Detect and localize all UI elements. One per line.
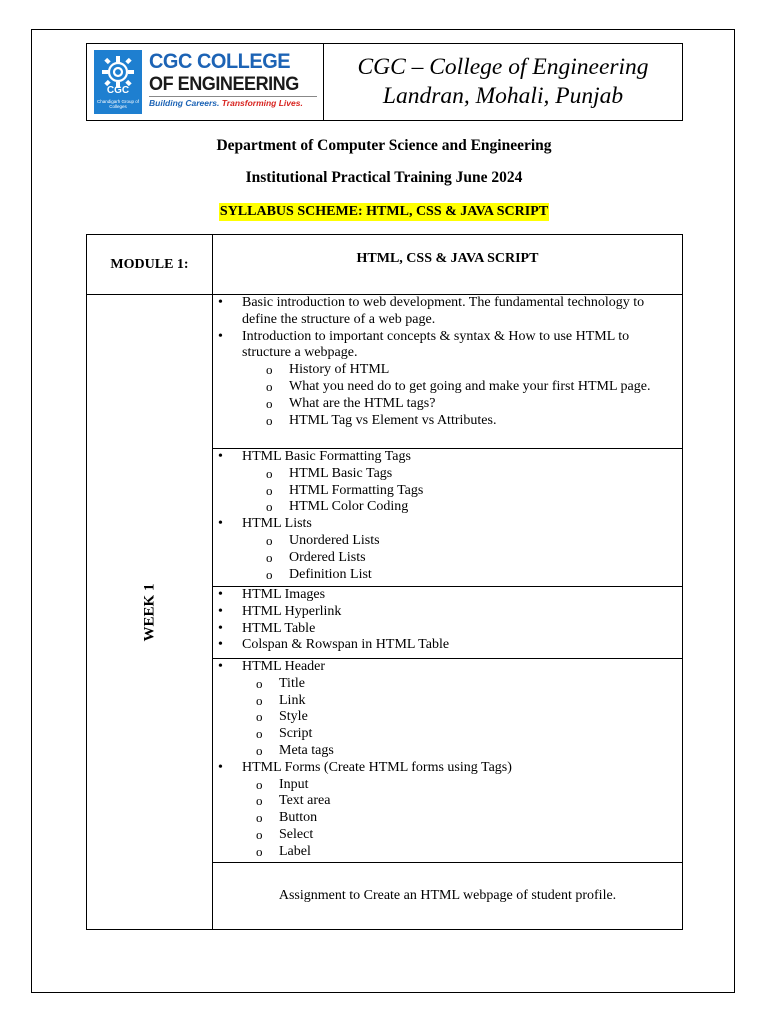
sub-list-item: o What are the HTML tags?	[242, 396, 674, 413]
college-title	[324, 44, 682, 120]
sub-list-item: o Button	[242, 810, 674, 827]
topics-row-1	[87, 295, 683, 449]
sub-list-item: o HTML Color Coding	[242, 499, 674, 516]
module-label: MODULE 1:	[87, 235, 213, 295]
sub-list-item: o HTML Tag vs Element vs Attributes.	[242, 413, 674, 430]
list-item-text: HTML Lists	[242, 516, 312, 532]
list-item-text: HTML Header	[242, 659, 326, 674]
module-header-row	[87, 235, 683, 295]
topics-block-1	[213, 295, 683, 449]
list-item-text: Introduction to important concepts & syntax & How to use HTML to structure a webpage.	[242, 328, 630, 361]
list-item-text: HTML Forms (Create HTML forms using Tags)	[242, 759, 512, 775]
logo-emblem	[94, 50, 142, 114]
list-item	[213, 659, 674, 760]
topics-block-2	[213, 449, 683, 587]
department-heading: Department of Computer Science and Engineering	[216, 137, 552, 154]
syllabus-table	[86, 234, 683, 930]
module-title: HTML, CSS & JAVA SCRIPT	[213, 235, 683, 295]
list-item: • Colspan & Rowspan in HTML Table	[213, 637, 674, 654]
week-cell	[87, 295, 213, 930]
sub-list-item: o Definition List	[242, 567, 674, 584]
college-title-line1: CGC – College of Engineering	[357, 54, 649, 80]
sub-list-item: o History of HTML	[242, 362, 674, 379]
sub-list-item: o HTML Basic Tags	[242, 466, 674, 483]
list-item-text: HTML Basic Formatting Tags	[242, 449, 411, 464]
scheme-heading-wrap	[0, 202, 768, 221]
college-logo	[87, 44, 324, 120]
training-heading: Institutional Practical Training June 2024	[245, 169, 523, 186]
list-item: • HTML Hyperlink	[213, 604, 674, 621]
sub-list-item: o Style	[242, 709, 674, 726]
document-header	[86, 43, 683, 121]
sub-list-item: o Ordered Lists	[242, 550, 674, 567]
logo-emblem-text: CGC	[106, 85, 130, 96]
sub-list-item: o HTML Formatting Tags	[242, 483, 674, 500]
sub-list-item: o What you need do to get going and make your first HTML page.	[242, 379, 674, 396]
logo-name-line1: CGC COLLEGE	[149, 50, 291, 73]
sub-list-item: o Link	[242, 693, 674, 710]
logo-name-line2: OF ENGINEERING	[149, 74, 299, 95]
sub-list-item: o Label	[242, 844, 674, 861]
list-item	[213, 760, 674, 861]
sub-list-item: o Input	[242, 777, 674, 794]
list-item: • HTML Images	[213, 587, 674, 604]
logo-tagline	[149, 98, 303, 108]
sub-list-item: o Text area	[242, 793, 674, 810]
topics-block-3	[213, 587, 683, 659]
gear-icon	[101, 55, 135, 89]
sub-list-item: o Select	[242, 827, 674, 844]
list-item: • HTML Table	[213, 621, 674, 638]
assignment-text: Assignment to Create an HTML webpage of student profile.	[213, 863, 683, 930]
logo-tagline-part2: Transforming Lives.	[221, 98, 303, 108]
sub-list-item: o Unordered Lists	[242, 533, 674, 550]
topics-block-4	[213, 659, 683, 863]
scheme-heading: SYLLABUS SCHEME: HTML, CSS & JAVA SCRIPT	[219, 204, 549, 219]
list-item	[213, 329, 674, 430]
sub-list-item: o Meta tags	[242, 743, 674, 760]
logo-divider	[149, 96, 317, 97]
college-title-line2: Landran, Mohali, Punjab	[382, 83, 624, 109]
logo-emblem-subtext: Chandigarh Group of Colleges	[96, 99, 140, 109]
list-item: • Basic introduction to web development. The fundamental technology to define the structure of a web page.	[213, 295, 674, 329]
list-item	[213, 449, 674, 516]
logo-tagline-part1: Building Careers.	[149, 98, 222, 108]
list-item	[213, 516, 674, 583]
sub-list-item: o Script	[242, 726, 674, 743]
sub-list-item: o Title	[242, 676, 674, 693]
week-label: WEEK 1	[141, 583, 157, 641]
